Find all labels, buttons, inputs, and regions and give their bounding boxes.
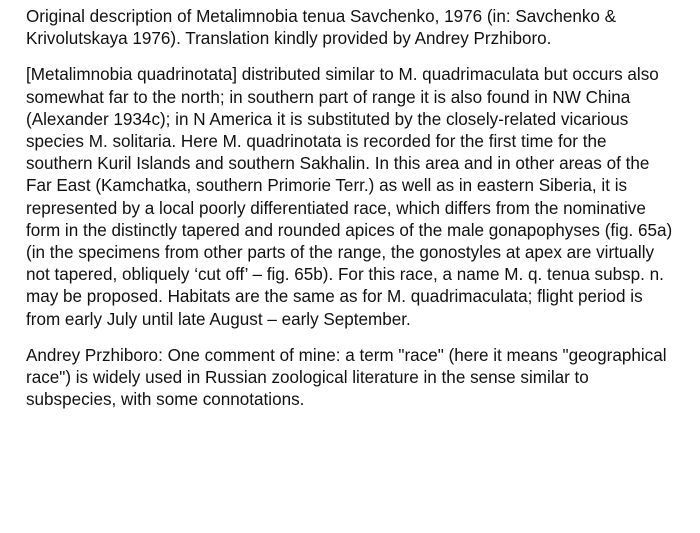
description-paragraph: [Metalimnobia quadrinotata] distributed similar to M. quadrimaculata but occurs also somewhat far to the north; in southern part of range it is also found in NW China (Alexander 1934c); in N America it is substituted by the closely-related vicarious species M. solitaria. Here M. quadrinotata is recorded for the first time for the southern Kuril Islands and southern Sakhalin. In this area and in other areas of the Far East (Kamchatka, southern Primorie Terr.) as well as in eastern Siberia, it is represented by a local poorly differentiated race, which differs from the nominative form in the distinctly tapered and rounded apices of the male gonapophyses (fig. 65a) (in the specimens from other parts of the range, the gonostyles at apex are virtually not tapered, obliquely ‘cut off’ – fig. 65b). For this race, a name M. q. tenua subsp. n. may be proposed. Habitats are the same as for M. quadrimaculata; flight period is from early July until late August – early September.	[26, 65, 673, 329]
document-body	[26, 6, 676, 411]
translator-comment-paragraph: Andrey Przhiboro: One comment of mine: a term "race" (here it means "geographical race") is widely used in Russian zoological literature in the sense similar to subspecies, with some connotations.	[26, 345, 667, 410]
intro-paragraph: Original description of Metalimnobia tenua Savchenko, 1976 (in: Savchenko & Krivolutskaya 1976). Translation kindly provided by Andrey Przhiboro.	[26, 7, 617, 49]
